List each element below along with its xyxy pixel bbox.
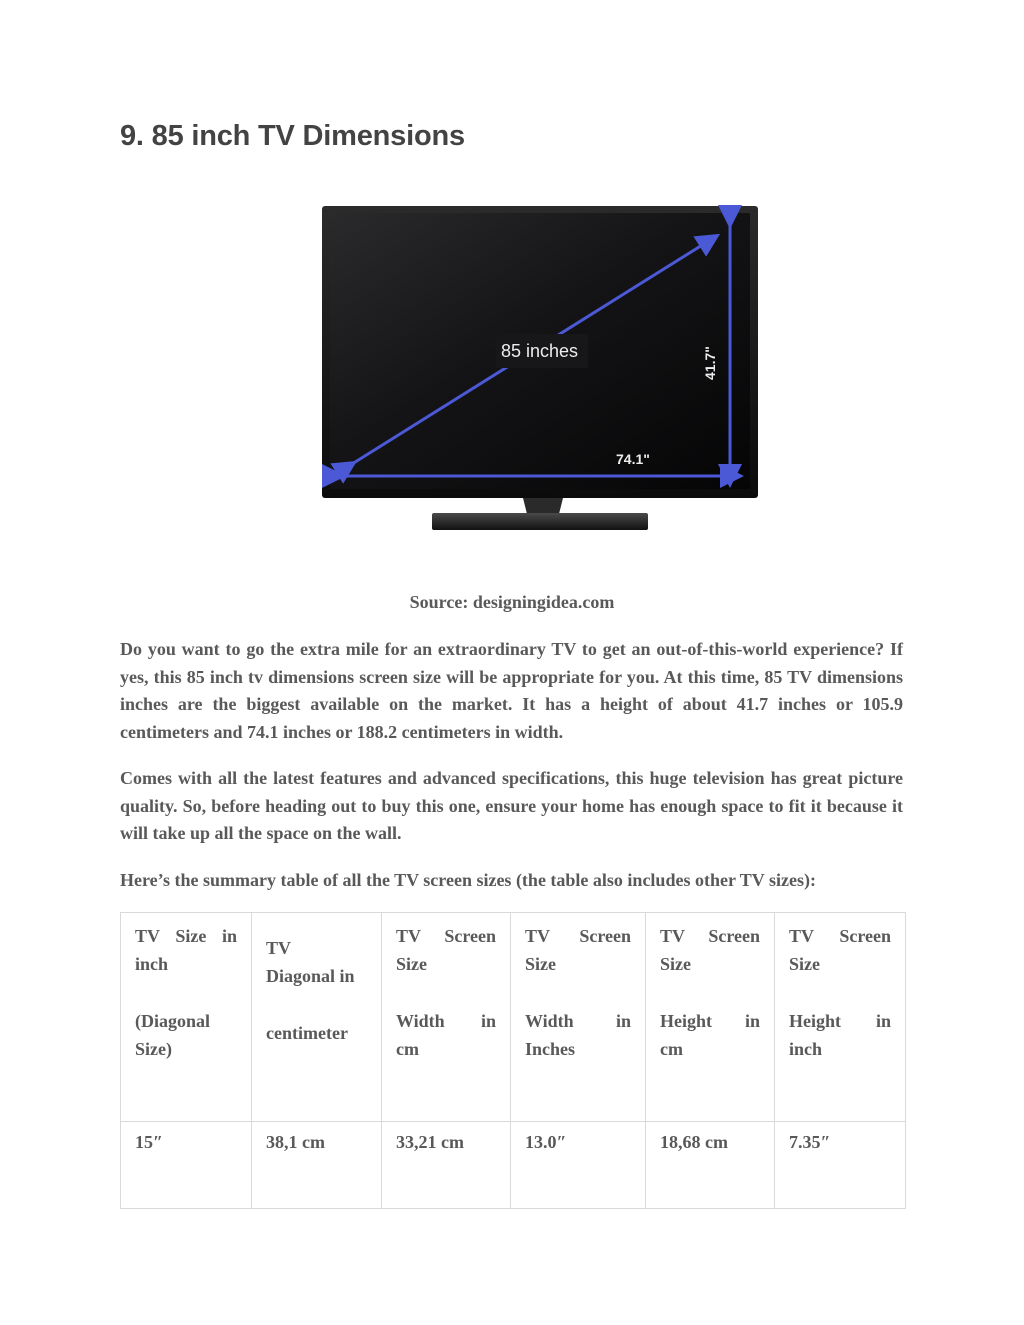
paragraph-features: Comes with all the latest features and advanced specifications, this huge television has great picture quality. So, before heading out to buy this one, ensure your home has enough space to fit it because it will take up all the space on the wall.: [120, 768, 903, 843]
table-cell: 7.35″: [775, 1122, 906, 1209]
height-label: 41.7": [702, 346, 718, 380]
header-cell-size: TV Size in inch (Diagonal Size): [121, 913, 252, 1122]
header-cell-width-cm: TV Screen Size Width in cm: [382, 913, 511, 1122]
section-title: 9. 85 inch TV Dimensions: [120, 120, 465, 152]
header-cell-height-inch: TV Screen Size Height in inch: [775, 913, 906, 1122]
table-cell: 18,68 cm: [646, 1122, 775, 1209]
table-cell: 13.0″: [511, 1122, 646, 1209]
tv-dimensions-figure: [318, 200, 764, 540]
paragraph-table-intro: Here’s the summary table of all the TV screen sizes (the table also includes other TV sizes):: [120, 870, 816, 890]
table-header-row: [121, 913, 906, 1122]
header-cell-width-inches: TV Screen Size Width in Inches: [511, 913, 646, 1122]
diagonal-label: 85 inches: [501, 341, 579, 361]
table-row: [121, 1122, 906, 1209]
paragraph-intro: Do you want to go the extra mile for an extraordinary TV to get an out-of-this-world experience? If yes, this 85 inch tv dimensions screen size will be appropriate for you. At this time, 85 TV dimensions inches are the biggest available on the market. It has a height of about 41.7 inches or 105.9 centimeters and 74.1 inches or 188.2 centimeters in width.: [120, 639, 903, 742]
header-cell-height-cm: TV Screen Size Height in cm: [646, 913, 775, 1122]
image-caption: Source: designingidea.com: [409, 592, 615, 612]
table-cell: 33,21 cm: [382, 1122, 511, 1209]
tv-sizes-table: [120, 912, 906, 1209]
table-cell: 15″: [121, 1122, 252, 1209]
width-label: 74.1": [616, 451, 650, 467]
table-cell: 38,1 cm: [252, 1122, 382, 1209]
tv-stand-base: [432, 513, 648, 530]
header-cell-diagonal: TV Diagonal in centimeter: [252, 913, 382, 1122]
